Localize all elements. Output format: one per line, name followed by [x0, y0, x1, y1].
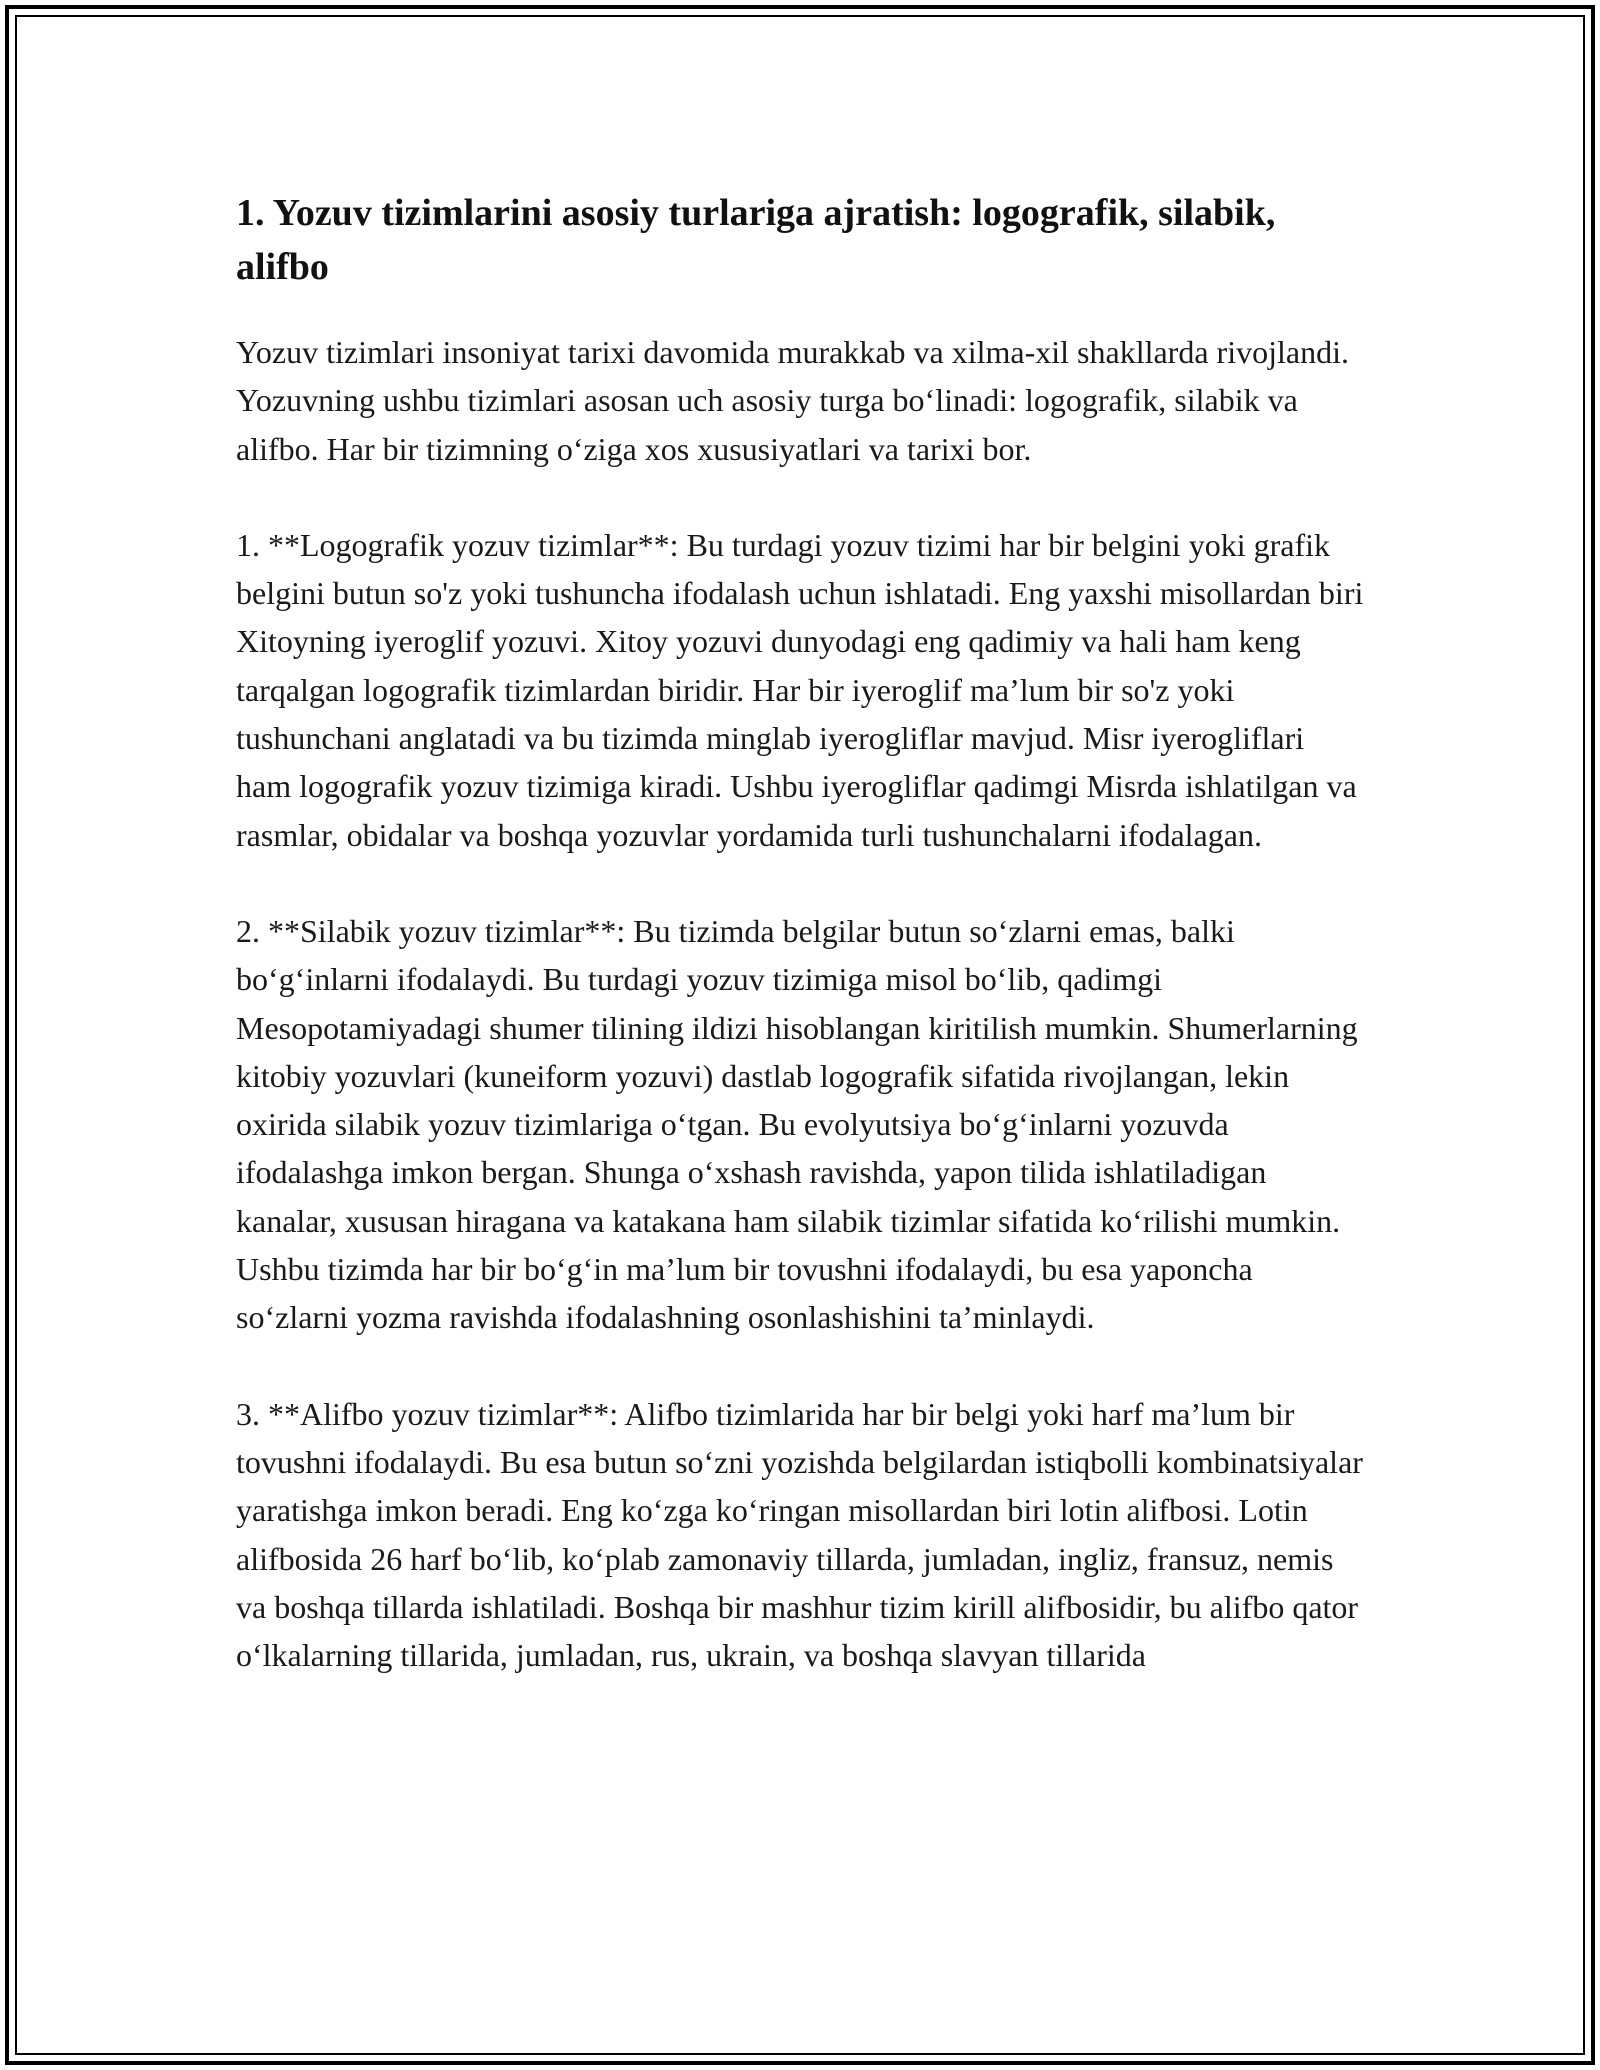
logographic-paragraph: 1. **Logografik yozuv tizimlar**: Bu turdagi yozuv tizimi har bir belgini yoki grafik belgini butun so'z yoki tushuncha ifodalash uchun ishlatadi. Eng yaxshi misollardan biri Xitoyning iyeroglif yozuvi. Xitoy yozuvi dunyodagi eng qadimiy va hali ham keng tarqalgan logografik tizimlardan biridir. Har bir iyeroglif ma’lum bir so'z yoki tushunchani anglatadi va bu tizimda minglab iyerogliflar mavjud. Misr iyerogliflari ham logografik yozuv tizimiga kiradi. Ushbu iyerogliflar qadimgi Misrda ishlatilgan va rasmlar, obidalar va boshqa yozuvlar yordamida turli tushunchalarni ifodalagan. [236, 526, 1364, 853]
alphabet-paragraph: 3. **Alifbo yozuv tizimlar**: Alifbo tizimlarida har bir belgi yoki harf ma’lum bir tovushni ifodalaydi. Bu esa butun so‘zni yozishda belgilardan istiqbolli kombinatsiyalar yaratishga imkon beradi. Eng ko‘zga ko‘ringan misollardan biri lotin alifbosi. Lotin alifbosida 26 harf bo‘lib, ko‘plab zamonaviy tillarda, jumladan, ingliz, fransuz, nemis va boshqa tillarda ishlatiladi. Boshqa bir mashhur tizim kirill alifbosidir, bu alifbo qator o‘lkalarning tillarida, jumladan, rus, ukrain, va boshqa slavyan tillarida [236, 1395, 1363, 1674]
intro-paragraph: Yozuv tizimlari insoniyat tarixi davomida murakkab va xilma-xil shakllarda rivojlandi. Yozuvning ushbu tizimlari asosan uch asosiy turga bo‘linadi: logografik, silabik va alifbo. Har bir tizimning o‘ziga xos xususiyatlari va tarixi bor. [236, 334, 1349, 467]
document-body [236, 186, 1364, 1679]
section-heading: 1. Yozuv tizimlarini asosiy turlariga ajratish: logografik, silabik, alifbo [236, 192, 1276, 288]
syllabic-paragraph: 2. **Silabik yozuv tizimlar**: Bu tizimda belgilar butun so‘zlarni emas, balki bo‘g‘inlarni ifodalaydi. Bu turdagi yozuv tizimiga misol bo‘lib, qadimgi Mesopotamiyadagi shumer tilining ildizi hisoblangan kiritilish mumkin. Shumerlarning kitobiy yozuvlari (kuneiform yozuvi) dastlab logografik sifatida rivojlangan, lekin oxirida silabik yozuv tizimlariga o‘tgan. Bu evolyutsiya bo‘g‘inlarni yozuvda ifodalashga imkon bergan. Shunga o‘xshash ravishda, yapon tilida ishlatiladigan kanalar, xususan hiragana va katakana ham silabik tizimlar sifatida ko‘rilishi mumkin. Ushbu tizimda har bir bo‘g‘in ma’lum bir tovushni ifodalaydi, bu esa yaponcha so‘zlarni yozma ravishda ifodalashning osonlashishini ta’minlaydi. [236, 912, 1358, 1336]
